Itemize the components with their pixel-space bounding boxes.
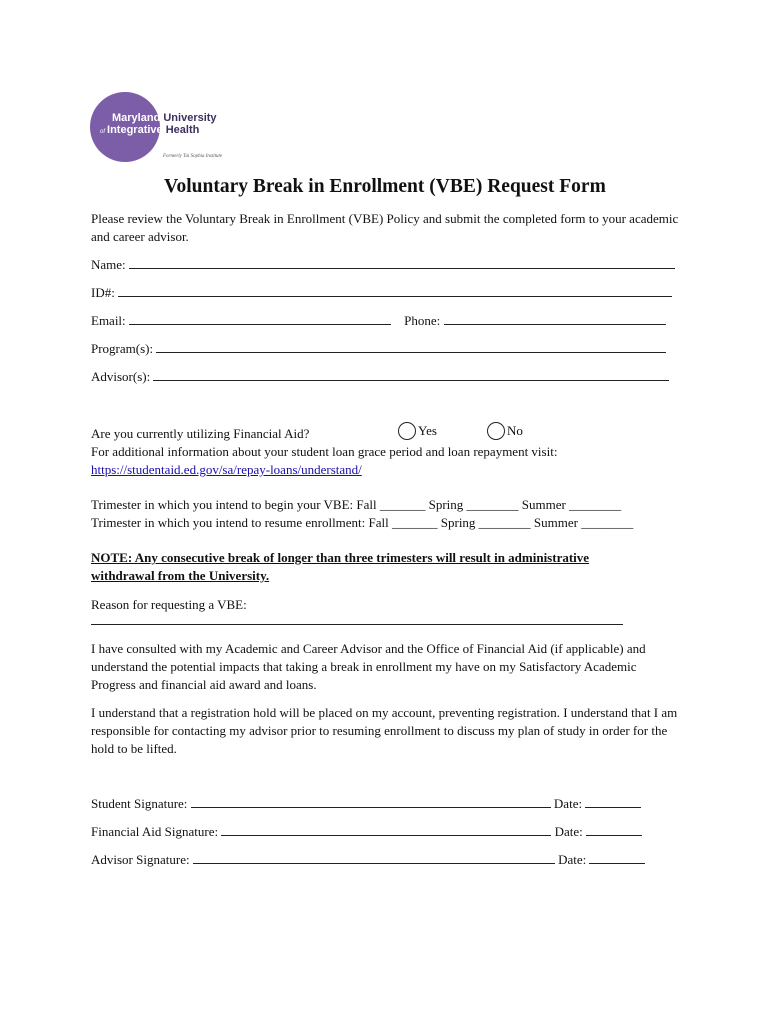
programs-input-line[interactable] xyxy=(156,340,666,353)
trimester-begin: Trimester in which you intend to begin your VBE: Fall _______ Spring ________ Summer ________ xyxy=(91,497,622,512)
advisors-input-line[interactable] xyxy=(153,368,669,381)
phone-label: Phone: xyxy=(404,313,441,328)
trimester-resume: Trimester in which you intend to resume enrollment: Fall _______ Spring ________ Summer ________ xyxy=(91,515,634,530)
id-input-line[interactable] xyxy=(118,284,672,297)
reason-label: Reason for requesting a VBE: xyxy=(91,597,247,612)
student-signature-line[interactable] xyxy=(191,795,551,808)
name-row xyxy=(91,256,675,274)
email-phone-row xyxy=(91,312,666,330)
university-logo xyxy=(90,92,250,164)
financial-aid-no-option[interactable] xyxy=(487,422,523,440)
intro-text: Please review the Voluntary Break in Enrollment (VBE) Policy and submit the completed form to your academic and career advisor. xyxy=(91,211,679,244)
advisor-signature-label: Advisor Signature: xyxy=(91,852,190,867)
logo-subtitle: Formerly Tai Sophia Institute xyxy=(163,154,223,159)
id-row xyxy=(91,284,672,302)
logo-word-health: Health xyxy=(165,124,200,136)
repayment-link[interactable]: https://studentaid.ed.gov/sa/repay-loans/understand/ xyxy=(91,462,362,477)
email-label: Email: xyxy=(91,313,126,328)
name-input-line[interactable] xyxy=(129,256,675,269)
note-text: NOTE: Any consecutive break of longer than three trimesters will result in administrative withdrawal from the University. xyxy=(91,550,590,583)
advisors-label: Advisor(s): xyxy=(91,369,151,384)
advisor-signature-line[interactable] xyxy=(193,851,555,864)
financial-aid-signature-label: Financial Aid Signature: xyxy=(91,824,219,839)
id-label: ID#: xyxy=(91,285,115,300)
no-radio[interactable] xyxy=(487,422,505,440)
logo-word-university: University xyxy=(163,112,217,124)
email-input-line[interactable] xyxy=(129,312,391,325)
financial-aid-question: Are you currently utilizing Financial Aid? xyxy=(91,426,310,441)
reason-input-line[interactable] xyxy=(91,612,623,625)
consult-text: I have consulted with my Academic and Career Advisor and the Office of Financial Aid (if applicable) and understand the potential impacts that taking a break in enrollment my have on my Satisfactory Academic Progress and financial aid award and loans. xyxy=(91,641,646,692)
advisor-date-label: Date: xyxy=(558,852,587,867)
student-signature-label: Student Signature: xyxy=(91,796,188,811)
advisors-row xyxy=(91,368,669,386)
yes-radio[interactable] xyxy=(398,422,416,440)
student-signature-row xyxy=(91,795,641,813)
financial-aid-info: For additional information about your student loan grace period and loan repayment visit: xyxy=(91,444,558,459)
phone-input-line[interactable] xyxy=(444,312,666,325)
financial-aid-signature-row xyxy=(91,823,642,841)
logo-word-maryland: Maryland xyxy=(112,112,161,124)
financial-aid-date-label: Date: xyxy=(554,824,583,839)
financial-aid-yes-option[interactable] xyxy=(398,422,437,440)
financial-aid-date-line[interactable] xyxy=(586,823,642,836)
form-title: Voluntary Break in Enrollment (VBE) Request Form xyxy=(164,176,606,197)
programs-label: Program(s): xyxy=(91,341,154,356)
no-label: No xyxy=(507,423,523,438)
hold-text: I understand that a registration hold will be placed on my account, preventing registration. I understand that I am responsible for contacting my advisor prior to resuming enrollment to discuss my plan of study in order for the hold to be lifted. xyxy=(91,705,678,756)
student-date-label: Date: xyxy=(553,796,583,811)
yes-label: Yes xyxy=(418,423,437,438)
programs-row xyxy=(91,340,666,358)
financial-aid-signature-line[interactable] xyxy=(221,823,551,836)
advisor-date-line[interactable] xyxy=(589,851,645,864)
name-label: Name: xyxy=(91,257,126,272)
student-date-line[interactable] xyxy=(585,795,641,808)
advisor-signature-row xyxy=(91,851,645,869)
logo-word-integrative: Integrative xyxy=(107,124,163,136)
logo-word-of: of xyxy=(100,129,106,135)
